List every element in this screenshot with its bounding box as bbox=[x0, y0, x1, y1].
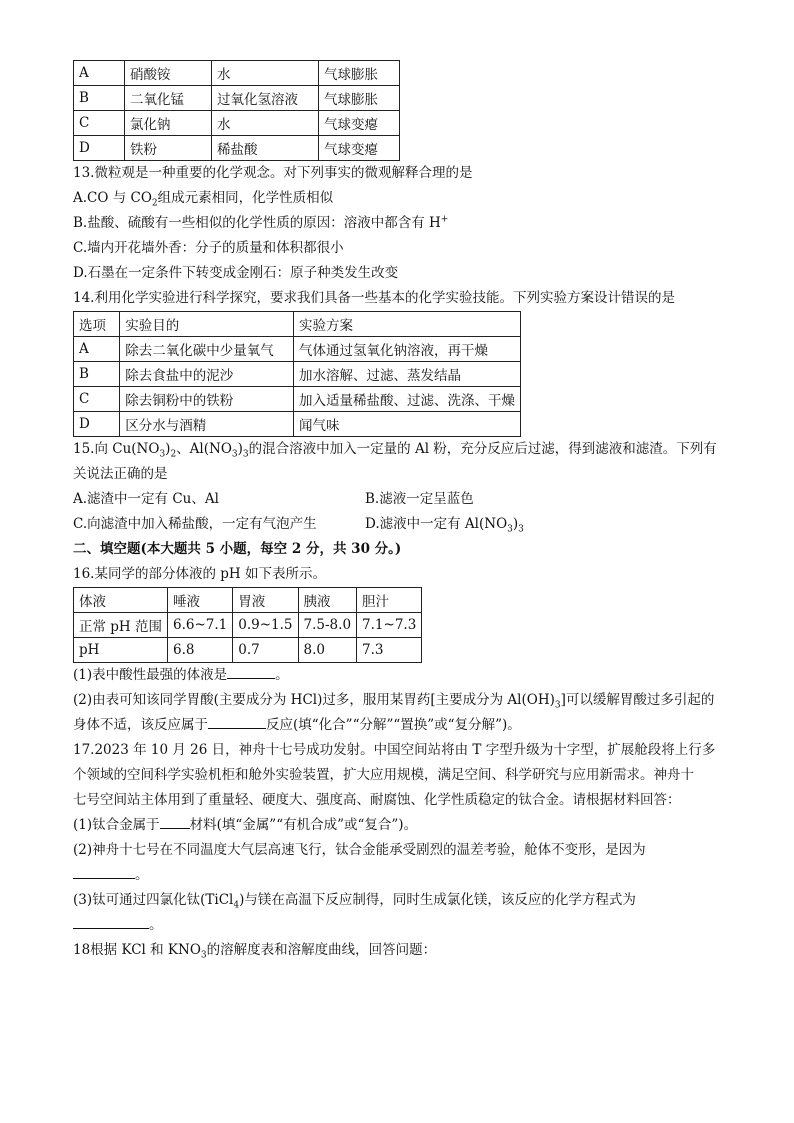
q13-option-a: A.CO 与 $CO_2$组成元素相同，化学性质相似 bbox=[73, 190, 334, 209]
q18-stem: 18根据 KCl 和 $KNO_3$的溶解度表和溶解度曲线，回答问题： bbox=[73, 942, 437, 961]
table-row bbox=[74, 61, 400, 86]
table-cell: C bbox=[74, 387, 120, 412]
q17-part3: (3)钛可通过四氯化钛(TiCl$_4$)与镁在高温下反应制得，同时生成氯化镁，该反应的化学方程式为 bbox=[73, 892, 636, 911]
table-cell: 除去食盐中的泥沙 bbox=[120, 362, 294, 387]
table-cell: 水 bbox=[212, 111, 319, 136]
table-cell: 6.6~7.1 bbox=[168, 613, 233, 638]
table-cell: 7.5-8.0 bbox=[298, 613, 357, 638]
table-cell: D bbox=[74, 136, 125, 161]
table-cell: 实验方案 bbox=[293, 312, 520, 337]
table-cell: B bbox=[74, 362, 120, 387]
q15-option-a: A.滤渣中一定有 Cu、Al bbox=[73, 491, 219, 507]
q12-options-table bbox=[73, 60, 400, 161]
table-header-row bbox=[74, 588, 422, 613]
q16-part1: (1)表中酸性最强的体液是 。 bbox=[73, 663, 723, 688]
table-cell: 闻气味 bbox=[293, 412, 520, 437]
table-cell: 6.8 bbox=[168, 638, 233, 663]
table-cell: C bbox=[74, 111, 125, 136]
q13-stem: 13.微粒观是一种重要的化学观念。对下列事实的微观解释合理的是 bbox=[73, 165, 473, 181]
table-cell: 加水溶解、过滤、蒸发结晶 bbox=[293, 362, 520, 387]
table-cell: 过氧化氢溶液 bbox=[212, 86, 319, 111]
q13-option-b: B.盐酸、硫酸有一些相似的化学性质的原因：溶液中都含有 H+ bbox=[73, 214, 449, 231]
q17-part3-answer: 。 bbox=[73, 913, 723, 938]
answer-blank[interactable] bbox=[227, 664, 275, 679]
q15-option-c: C.向滤渣中加入稀盐酸，一定有气泡产生 bbox=[73, 516, 317, 532]
table-cell: 气球膨胀 bbox=[319, 61, 400, 86]
q14-table bbox=[73, 311, 521, 437]
table-row bbox=[74, 387, 521, 412]
table-cell: 气球变瘪 bbox=[319, 136, 400, 161]
q15-stem-line2: 关说法正确的是 bbox=[73, 466, 168, 482]
table-cell: 气球膨胀 bbox=[319, 86, 400, 111]
table-cell: 胃液 bbox=[233, 588, 298, 613]
table-cell: 区分水与酒精 bbox=[120, 412, 294, 437]
table-cell: 硝酸铵 bbox=[125, 61, 212, 86]
table-row bbox=[74, 638, 422, 663]
table-cell: 正常 pH 范围 bbox=[74, 613, 168, 638]
q14-stem: 14.利用化学实验进行科学探究，要求我们具备一些基本的化学实验技能。下列实验方案设计错误的是 bbox=[73, 290, 675, 306]
table-cell: 稀盐酸 bbox=[212, 136, 319, 161]
q17-stem-line1: 17.2023 年 10 月 26 日，神舟十七号成功发射。中国空间站将由 T 字型升级为十字型，扩展舱段将上行多 bbox=[73, 742, 716, 758]
q15-options-cd bbox=[73, 512, 723, 537]
table-cell: 7.1~7.3 bbox=[357, 613, 422, 638]
table-cell: 7.3 bbox=[357, 638, 422, 663]
q15-stem-line1: 15.向 $Cu(NO_3)_2$、$Al(NO_3)_3$的混合溶液中加入一定量的 Al 粉，充分反应后过滤，得到滤液和滤渣。下列有 bbox=[73, 441, 717, 460]
table-cell: 氯化钠 bbox=[125, 111, 212, 136]
table-cell: 0.7 bbox=[233, 638, 298, 663]
table-cell: A bbox=[74, 337, 120, 362]
q15-option-b: B.滤液一定呈蓝色 bbox=[365, 491, 474, 507]
table-row bbox=[74, 337, 521, 362]
q16-stem: 16.某同学的部分体液的 pH 如下表所示。 bbox=[73, 566, 326, 582]
q16-part2-line1: (2)由表可知该同学胃酸(主要成分为 HCl)过多，服用某胃药[主要成分为 $Al(OH)_3$]可以缓解胃酸过多引起的 bbox=[73, 692, 715, 711]
table-cell: 铁粉 bbox=[125, 136, 212, 161]
answer-blank[interactable] bbox=[208, 714, 266, 729]
table-cell: 胰液 bbox=[298, 588, 357, 613]
table-cell: 唾液 bbox=[168, 588, 233, 613]
table-cell: 气体通过氢氧化钠溶液，再干燥 bbox=[293, 337, 520, 362]
q15-options-ab bbox=[73, 487, 723, 512]
table-cell: 除去铜粉中的铁粉 bbox=[120, 387, 294, 412]
table-row bbox=[74, 613, 422, 638]
table-cell: 8.0 bbox=[298, 638, 357, 663]
table-row bbox=[74, 136, 400, 161]
q17-stem-line2: 个领域的空间科学实验机柜和舱外实验装置，扩大应用规模，满足空间、科学研究与应用新需求。神舟十 bbox=[73, 767, 694, 783]
table-cell: 选项 bbox=[74, 312, 120, 337]
q15-option-d: D.滤液中一定有 $Al(NO_3)_3$ bbox=[365, 516, 524, 535]
q13-option-d: D.石墨在一定条件下转变成金刚石：原子种类发生改变 bbox=[73, 265, 399, 281]
q17-part2-answer: 。 bbox=[73, 863, 723, 888]
table-cell: 胆汁 bbox=[357, 588, 422, 613]
table-cell: 二氧化锰 bbox=[125, 86, 212, 111]
section-heading: 二、填空题(本大题共 5 小题，每空 2 分，共 30 分。) bbox=[73, 541, 402, 557]
answer-blank[interactable] bbox=[160, 814, 190, 829]
q17-part2: (2)神舟十七号在不同温度大气层高速飞行，钛合金能承受剧烈的温差考验，舱体不变形，是因为 bbox=[73, 842, 646, 858]
table-cell: pH bbox=[74, 638, 168, 663]
table-cell: 0.9~1.5 bbox=[233, 613, 298, 638]
table-cell: B bbox=[74, 86, 125, 111]
table-header-row bbox=[74, 312, 521, 337]
answer-blank[interactable] bbox=[73, 864, 135, 879]
q13-option-c: C.墙内开花墙外香：分子的质量和体积都很小 bbox=[73, 240, 344, 256]
table-row bbox=[74, 362, 521, 387]
table-cell: 实验目的 bbox=[120, 312, 294, 337]
answer-blank[interactable] bbox=[73, 914, 149, 929]
table-cell: 体液 bbox=[74, 588, 168, 613]
table-cell: 水 bbox=[212, 61, 319, 86]
exam-page bbox=[73, 60, 723, 963]
q17-part1: (1)钛合金属于 材料(填“金属”“有机合成”或“复合”)。 bbox=[73, 813, 723, 838]
table-row bbox=[74, 111, 400, 136]
table-cell: 气球变瘪 bbox=[319, 111, 400, 136]
table-row bbox=[74, 412, 521, 437]
q16-part2-line2: 身体不适，该反应属于 反应(填“化合”“分解”“置换”或“复分解”)。 bbox=[73, 713, 723, 738]
table-cell: A bbox=[74, 61, 125, 86]
q17-stem-line3: 七号空间站主体用到了重量轻、硬度大、强度高、耐腐蚀、化学性质稳定的钛合金。请根据材料回答： bbox=[73, 792, 681, 808]
table-cell: D bbox=[74, 412, 120, 437]
table-cell: 除去二氧化碳中少量氧气 bbox=[120, 337, 294, 362]
q16-ph-table bbox=[73, 587, 422, 663]
table-cell: 加入适量稀盐酸、过滤、洗涤、干燥 bbox=[293, 387, 520, 412]
table-row bbox=[74, 86, 400, 111]
